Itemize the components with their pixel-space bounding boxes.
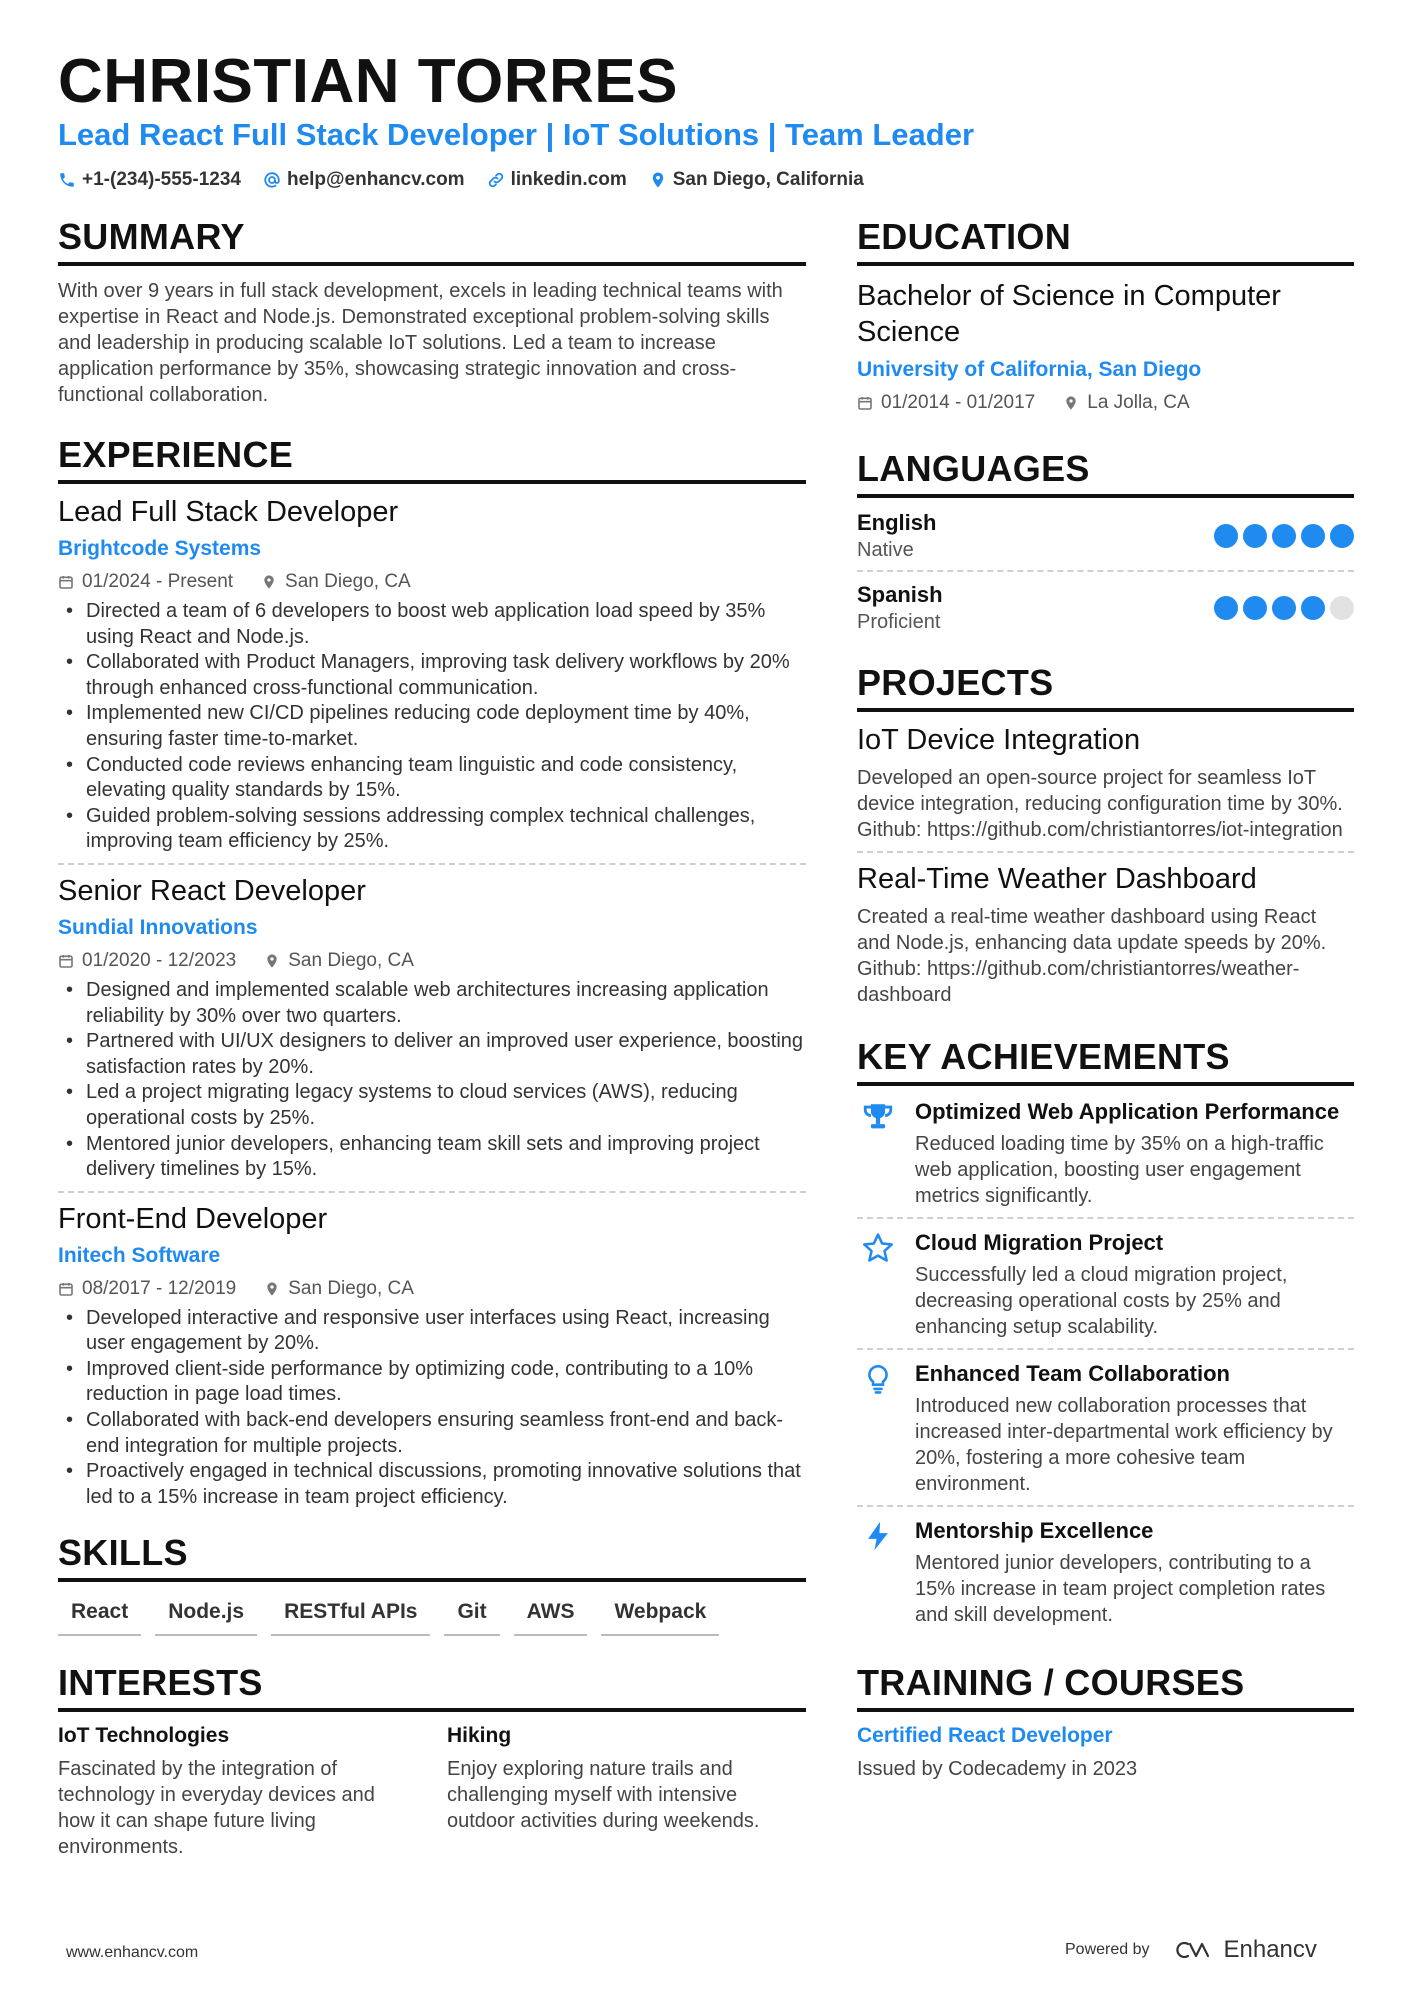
course-name: Certified React Developer — [857, 1724, 1113, 1747]
skill-tag: React — [58, 1594, 141, 1636]
job-location — [261, 571, 411, 593]
education-meta — [857, 392, 1354, 414]
training-section — [857, 1662, 1354, 1782]
language-rating — [1214, 596, 1354, 620]
at-icon — [263, 171, 281, 189]
divider — [857, 1505, 1354, 1507]
divider — [58, 863, 806, 865]
right-column — [857, 216, 1354, 1782]
job-role: Senior React Developer — [58, 874, 366, 907]
achievement-title: Mentorship Excellence — [915, 1518, 1154, 1543]
job-entry — [58, 496, 806, 855]
brand-name: Enhancv — [1223, 1936, 1317, 1963]
link-icon — [487, 171, 505, 189]
contact-location — [649, 169, 864, 191]
linkedin-text: linkedin.com — [510, 169, 627, 190]
school: University of California, San Diego — [857, 358, 1202, 381]
interests-section — [58, 1662, 806, 1860]
lightning-icon — [861, 1519, 895, 1553]
rating-dot — [1272, 596, 1296, 620]
trophy-icon — [861, 1100, 895, 1134]
course-issuer: Issued by Codecademy in 2023 — [857, 1758, 1138, 1780]
rating-dot — [1243, 596, 1267, 620]
location-pin-icon — [1063, 395, 1079, 411]
job-dates — [58, 950, 236, 972]
left-column — [58, 216, 806, 1860]
job-location — [264, 1278, 414, 1300]
summary-text: With over 9 years in full stack development, excels in leading technical teams with expertise in React and Node.js. Demonstrated exceptional problem-solving skills and leadership in producing scalable IoT solutions. Led a team to increase application performance by 35%, showcasing strategic innovation and cross-functional collaboration. — [58, 280, 783, 406]
contact-bar — [58, 169, 864, 191]
job-company: Brightcode Systems — [58, 537, 262, 560]
education-dates — [857, 392, 1035, 414]
divider — [857, 1348, 1354, 1350]
footer-brand — [1065, 1936, 1317, 1964]
languages-section — [857, 448, 1354, 634]
job-bullet: • Led a project migrating legacy systems to cloud services (AWS), reducing operational costs by 25%. — [58, 1080, 806, 1131]
job-meta — [58, 571, 806, 593]
rating-dot — [1243, 524, 1267, 548]
skill-tag: Webpack — [601, 1594, 719, 1636]
education-section — [857, 216, 1354, 414]
interest-text: Enjoy exploring nature trails and challenging myself with intensive outdoor activities during weekends. — [447, 1758, 760, 1833]
language-rating — [1214, 524, 1354, 548]
education-dates-text: 01/2014 - 01/2017 — [881, 392, 1036, 413]
job-location — [264, 950, 414, 972]
interest-item — [58, 1724, 417, 1860]
section-title: EXPERIENCE — [58, 434, 806, 484]
project-text: Developed an open-source project for seamless IoT device integration, reducing configuration time by 30%. Github: https://github.com/christiantorres/iot-integration — [857, 767, 1343, 841]
rating-dot — [1272, 524, 1296, 548]
interest-title: Hiking — [447, 1724, 512, 1748]
achievement-text: Successfully led a cloud migration project, decreasing operational costs by 25% and enhancing setup scalability. — [915, 1264, 1288, 1338]
divider — [58, 1191, 806, 1193]
location-pin-icon — [264, 953, 280, 969]
project-item — [857, 863, 1354, 1008]
job-company: Initech Software — [58, 1243, 221, 1267]
lightbulb-icon — [861, 1362, 895, 1396]
calendar-icon — [58, 953, 74, 969]
location-pin-icon — [261, 574, 277, 590]
job-bullet: • Partnered with UI/UX designers to deliver an improved user experience, boosting satisfaction rates by 20%. — [58, 1029, 806, 1080]
section-title: TRAINING / COURSES — [857, 1662, 1354, 1712]
rating-dot — [1330, 524, 1354, 548]
skill-tag: AWS — [514, 1594, 588, 1636]
section-title: SKILLS — [58, 1532, 806, 1582]
divider — [857, 1217, 1354, 1219]
job-bullet: • Developed interactive and responsive user interfaces using React, increasing user engagement by 20%. — [58, 1306, 806, 1357]
phone-icon — [58, 171, 76, 189]
summary-section — [58, 216, 806, 408]
contact-phone[interactable] — [58, 169, 241, 191]
achievement-icon-wrap — [857, 1229, 899, 1340]
job-meta — [58, 950, 806, 972]
job-dates — [58, 571, 233, 593]
job-entry — [58, 875, 806, 1183]
job-bullet: • Conducted code reviews enhancing team linguistic and code consistency, elevating quality standards by 15%. — [58, 753, 806, 804]
job-bullet: • Implemented new CI/CD pipelines reducing code deployment time by 40%, ensuring faster time-to-market. — [58, 701, 806, 752]
candidate-subtitle: Lead React Full Stack Developer | IoT Solutions | Team Leader — [58, 117, 975, 152]
achievement-item — [857, 1360, 1354, 1497]
job-bullet: • Proactively engaged in technical discussions, promoting innovative solutions that led to a 15% increase in team project efficiency. — [58, 1459, 806, 1510]
language-name: English — [857, 510, 937, 535]
footer-website[interactable]: www.enhancv.com — [66, 1944, 199, 1961]
divider — [857, 570, 1354, 572]
achievement-text: Reduced loading time by 35% on a high-traffic web application, boosting user engagement metrics significantly. — [915, 1133, 1324, 1207]
language-level: Native — [857, 539, 914, 561]
job-dates — [58, 1278, 236, 1300]
achievement-item — [857, 1517, 1354, 1628]
interest-title: IoT Technologies — [58, 1724, 230, 1748]
project-text: Created a real-time weather dashboard using React and Node.js, enhancing data update speeds by 20%. Github: https://github.com/christiantorres/weather-dashboard — [857, 906, 1327, 1006]
job-bullets — [58, 1306, 806, 1511]
enhancv-logo[interactable] — [1172, 1936, 1317, 1964]
section-title: PROJECTS — [857, 662, 1354, 712]
achievement-item — [857, 1229, 1354, 1340]
section-title: LANGUAGES — [857, 448, 1354, 498]
education-location — [1063, 392, 1189, 414]
achievement-title: Enhanced Team Collaboration — [915, 1361, 1230, 1386]
projects-section — [857, 662, 1354, 1008]
job-company: Sundial Innovations — [58, 915, 258, 939]
contact-linkedin[interactable] — [487, 169, 627, 191]
section-title: INTERESTS — [58, 1662, 806, 1712]
job-bullet: • Directed a team of 6 developers to boost web application load speed by 35% using React and Node.js. — [58, 599, 806, 650]
job-bullets — [58, 599, 806, 855]
section-title: KEY ACHIEVEMENTS — [857, 1036, 1354, 1086]
language-name: Spanish — [857, 582, 943, 607]
achievement-title: Cloud Migration Project — [915, 1230, 1164, 1255]
achievement-text: Mentored junior developers, contributing to a 15% increase in team project completion rates and skill development. — [915, 1552, 1326, 1626]
education-location-text: La Jolla, CA — [1087, 392, 1190, 413]
calendar-icon — [58, 1281, 74, 1297]
language-level: Proficient — [857, 611, 941, 633]
job-dates-text: 01/2024 - Present — [82, 571, 234, 592]
interests-list — [58, 1724, 806, 1860]
candidate-name: CHRISTIAN TORRES — [58, 47, 679, 116]
experience-section — [58, 434, 806, 1510]
phone-text: +1-(234)-555-1234 — [82, 169, 241, 190]
location-text: San Diego, California — [672, 169, 864, 190]
contact-email[interactable] — [263, 169, 465, 191]
section-title: EDUCATION — [857, 216, 1354, 266]
language-item — [857, 582, 1354, 634]
email-text: help@enhancv.com — [286, 169, 465, 190]
rating-dot — [1214, 524, 1238, 548]
project-title: IoT Device Integration — [857, 724, 1141, 756]
job-dates-text: 08/2017 - 12/2019 — [82, 1277, 237, 1299]
achievement-icon-wrap — [857, 1517, 899, 1628]
achievements-section — [857, 1036, 1354, 1628]
achievement-icon-wrap — [857, 1098, 899, 1209]
rating-dot — [1301, 596, 1325, 620]
job-bullet: • Improved client-side performance by optimizing code, contributing to a 10% reduction in page load times. — [58, 1357, 806, 1408]
job-location-text: San Diego, CA — [288, 949, 414, 971]
degree: Bachelor of Science in Computer Science — [857, 280, 1281, 348]
calendar-icon — [857, 395, 873, 411]
skills-list — [58, 1594, 806, 1636]
location-pin-icon — [264, 1281, 280, 1297]
section-title: SUMMARY — [58, 216, 806, 266]
skill-tag: Node.js — [155, 1594, 257, 1636]
job-location-text: San Diego, CA — [288, 1277, 414, 1299]
job-location-text: San Diego, CA — [285, 571, 411, 592]
job-role: Front-End Developer — [58, 1202, 328, 1235]
achievement-text: Introduced new collaboration processes that increased inter-departmental work efficiency by 20%, fostering a more cohesive team environment. — [915, 1395, 1333, 1495]
star-icon — [861, 1231, 895, 1265]
achievement-item — [857, 1098, 1354, 1209]
job-bullet: • Guided problem-solving sessions addressing complex technical challenges, improving team efficiency by 25%. — [58, 804, 806, 855]
divider — [857, 851, 1354, 853]
rating-dot — [1214, 596, 1238, 620]
skill-tag: Git — [444, 1594, 499, 1636]
job-meta — [58, 1278, 806, 1300]
skills-section — [58, 1532, 806, 1636]
interest-item — [447, 1724, 806, 1860]
job-bullet: • Collaborated with back-end developers ensuring seamless front-end and back-end integration for multiple projects. — [58, 1408, 806, 1459]
enhancv-logo-icon — [1172, 1938, 1216, 1962]
job-dates-text: 01/2020 - 12/2023 — [82, 949, 237, 971]
powered-by-text: Powered by — [1065, 1941, 1150, 1958]
job-bullet: • Designed and implemented scalable web architectures increasing application reliability by 30% over two quarters. — [58, 978, 806, 1029]
achievement-icon-wrap — [857, 1360, 899, 1497]
rating-dot — [1330, 596, 1354, 620]
project-title: Real-Time Weather Dashboard — [857, 863, 1257, 895]
skill-tag: RESTful APIs — [271, 1594, 430, 1636]
interest-text: Fascinated by the integration of technology in everyday devices and how it can shape future living environments. — [58, 1758, 375, 1859]
language-item — [857, 510, 1354, 562]
achievement-title: Optimized Web Application Performance — [915, 1099, 1340, 1124]
job-role: Lead Full Stack Developer — [58, 496, 399, 528]
location-pin-icon — [649, 171, 667, 189]
job-bullets — [58, 978, 806, 1183]
job-bullet: • Collaborated with Product Managers, improving task delivery workflows by 20% through enhanced cross-functional communication. — [58, 650, 806, 701]
job-entry — [58, 1203, 806, 1511]
project-item — [857, 724, 1354, 843]
rating-dot — [1301, 524, 1325, 548]
calendar-icon — [58, 574, 74, 590]
job-bullet: • Mentored junior developers, enhancing team skill sets and improving project delivery timelines by 15%. — [58, 1132, 806, 1183]
